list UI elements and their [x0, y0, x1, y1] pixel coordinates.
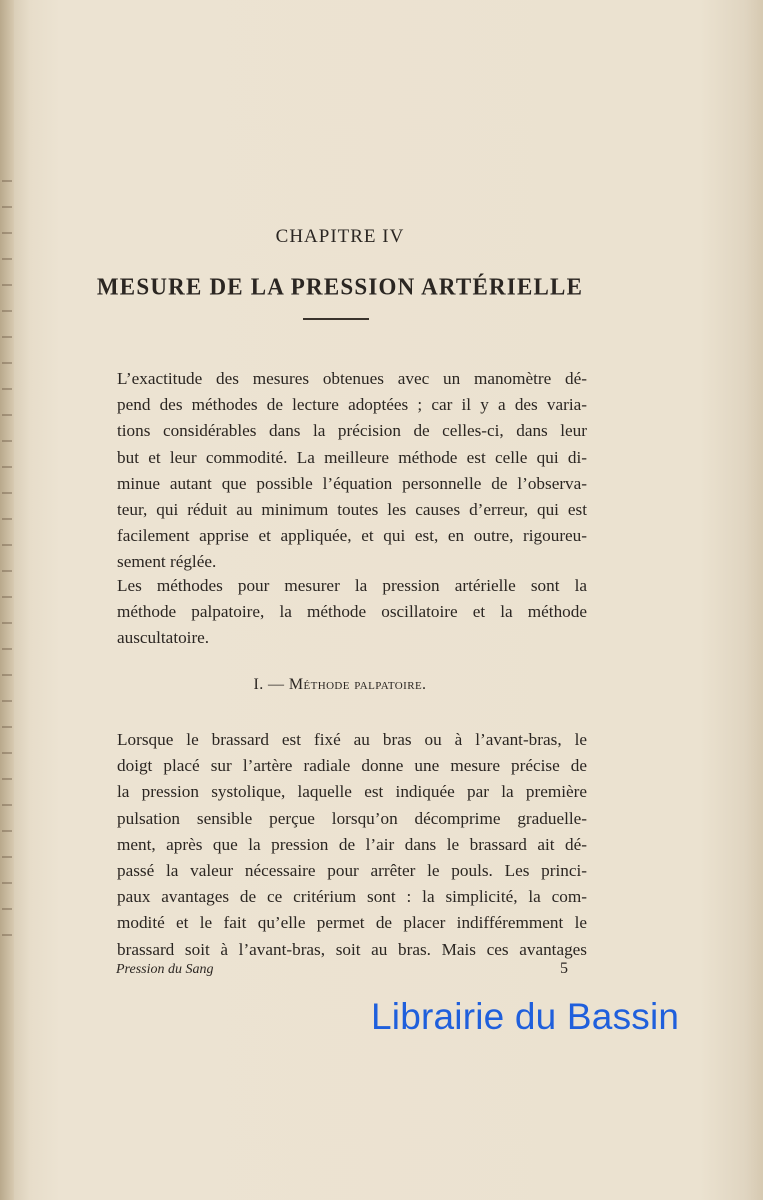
paragraph-1 [117, 366, 587, 576]
text-line: méthode palpatoire, la méthode oscillatoire et la méthode [117, 602, 587, 622]
watermark: Librairie du Bassin [371, 996, 680, 1037]
text-line: doigt placé sur l’artère radiale donne une mesure précise de [117, 756, 587, 776]
text-line: L’exactitude des mesures obtenues avec un manomètre dé- [117, 369, 587, 388]
text-line: Lorsque le brassard est fixé au bras ou à l’avant-bras, le [117, 730, 587, 749]
text-line: pend des méthodes de lecture adoptées ; car il y a des varia- [117, 395, 587, 415]
text-line: auscultatoire. [117, 628, 210, 648]
text-line: sement réglée. [117, 552, 217, 572]
text-line: facilement apprise et appliquée, et qui est, en outre, rigoureu- [117, 526, 587, 546]
text-line: modité et le fait qu’elle permet de placer indifféremment le [117, 913, 587, 933]
chapter-heading: CHAPITRE IV [275, 226, 405, 247]
paragraph-2 [117, 573, 587, 652]
footer-signature: 5 [560, 960, 568, 977]
text-line: tions considérables dans la précision de celles-ci, dans leur [117, 421, 587, 441]
chapter-title: MESURE DE LA PRESSION ARTÉRIELLE [96, 273, 584, 300]
section-number: I. — [253, 676, 289, 693]
text-line: Les méthodes pour mesurer la pression artérielle sont la [117, 576, 587, 595]
text-line: la pression systolique, laquelle est indiquée par la première [117, 782, 587, 802]
text-line: minue autant que possible l’équation personnelle de l’observa- [117, 473, 587, 493]
text-line: pulsation sensible perçue lorsqu’on décomprime graduelle- [117, 808, 587, 828]
text-line: passé la valeur nécessaire pour arrêter le pouls. Les princi- [117, 861, 587, 881]
paragraph-3 [117, 727, 587, 963]
section-heading [0, 676, 680, 694]
section-title: Méthode palpatoire. [288, 676, 427, 693]
text-line: paux avantages de ce critérium sont : la simplicité, la com- [117, 887, 587, 907]
text-line: brassard soit à l’avant-bras, soit au bras. Mais ces avantages [117, 939, 587, 959]
title-rule [303, 318, 369, 320]
text-line: teur, qui réduit au minimum toutes les causes d’erreur, qui est [117, 500, 587, 520]
text-line: but et leur commodité. La meilleure méthode est celle qui di- [117, 447, 587, 467]
footer-running-title: Pression du Sang [116, 962, 214, 977]
text-line: ment, après que la pression de l’air dans le brassard ait dé- [117, 834, 587, 854]
